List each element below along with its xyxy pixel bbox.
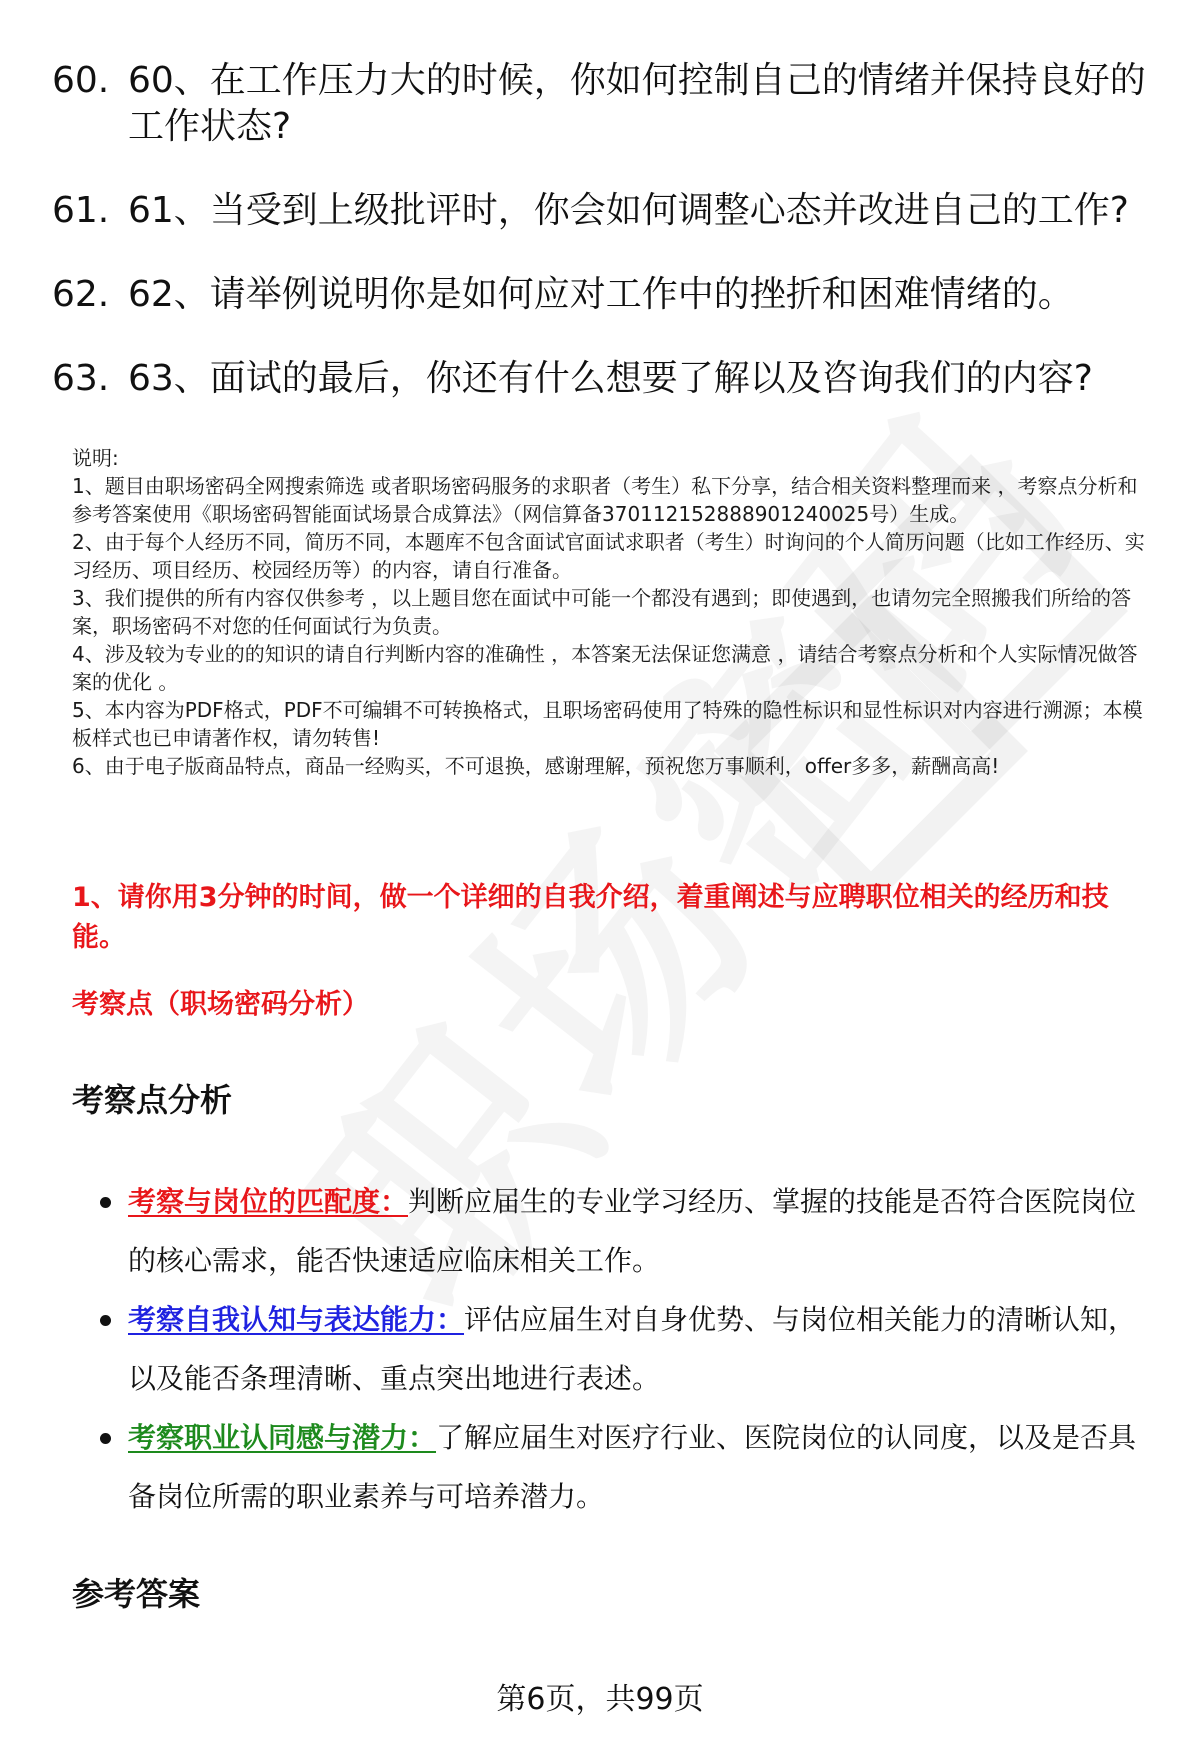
note-item: 5、本内容为PDF格式，PDF不可编辑不可转换格式，且职场密码使用了特殊的隐性标识和显性标识对内容进行溯源；本模板样式也已申请著作权，请勿转售! <box>72 698 1143 750</box>
analysis-heading: 考察点分析 <box>72 1081 233 1119</box>
question-item <box>52 58 1172 150</box>
question-number: 63. <box>52 358 110 399</box>
analysis-point <box>96 1172 1156 1290</box>
note-item: 6、由于电子版商品特点，商品一经购买，不可退换，感谢理解，预祝您万事顺利，offer多多，薪酬高高! <box>72 754 1000 778</box>
analysis-points <box>96 1172 1156 1526</box>
note-item: 3、我们提供的所有内容仅供参考 ，以上题目您在面试中可能一个都没有遇到；即使遇到，也请勿完全照搬我们所给的答案，职场密码不对您的任何面试行为负责。 <box>72 586 1132 638</box>
note-item: 4、涉及较为专业的的知识的请自行判断内容的准确性 ，本答案无法保证您满意 ，请结合考察点分析和个人实际情况做答案的优化 。 <box>72 642 1138 694</box>
question-list <box>52 58 1172 440</box>
question-number: 61. <box>52 190 110 231</box>
analysis-point <box>96 1408 1156 1526</box>
question-item <box>52 188 1172 234</box>
bullet-icon <box>100 1315 111 1326</box>
question-text: 63、面试的最后，你还有什么想要了解以及咨询我们的内容? <box>128 358 1093 399</box>
note-item: 1、题目由职场密码全网搜索筛选 或者职场密码服务的求职者（考生）私下分享，结合相关资料整理而来 ，考察点分析和参考答案使用《职场密码智能面试场景合成算法》（网信算备370112152888901240025号）生成。 <box>72 474 1138 526</box>
bullet-icon <box>100 1433 111 1444</box>
analysis-label: 考察点（职场密码分析） <box>72 989 369 1020</box>
analysis-point-text: 判断应届生的专业学习经历、掌握的技能是否符合医院岗位的核心需求，能否快速适应临床相关工作。 <box>128 1185 1137 1277</box>
notes-section <box>72 444 1152 780</box>
analysis-point-text: 了解应届生对医疗行业、医院岗位的认同度，以及是否具备岗位所需的职业素养与可培养潜力。 <box>128 1421 1137 1513</box>
question-text: 62、请举例说明你是如何应对工作中的挫折和困难情绪的。 <box>128 274 1074 315</box>
analysis-point-text: 评估应届生对自身优势、与岗位相关能力的清晰认知，以及能否条理清晰、重点突出地进行表述。 <box>128 1303 1137 1395</box>
main-question: 1、请你用3分钟的时间，做一个详细的自我介绍，着重阐述与应聘职位相关的经历和技能。 <box>72 882 1109 953</box>
analysis-point-key: 考察职业认同感与潜力： <box>128 1421 437 1454</box>
question-item <box>52 272 1172 318</box>
analysis-point-key: 考察与岗位的匹配度： <box>128 1185 409 1218</box>
page-number: 第6页，共99页 <box>496 1682 704 1717</box>
note-item: 2、由于每个人经历不同，简历不同，本题库不包含面试官面试求职者（考生）时询问的个人简历问题（比如工作经历、实习经历、项目经历、校园经历等）的内容，请自行准备。 <box>72 530 1145 582</box>
question-number: 60. <box>52 60 110 101</box>
question-item <box>52 356 1172 402</box>
question-text: 61、当受到上级批评时，你会如何调整心态并改进自己的工作? <box>128 190 1129 231</box>
answer-heading: 参考答案 <box>72 1575 201 1613</box>
analysis-point-key: 考察自我认知与表达能力： <box>128 1303 465 1336</box>
analysis-point <box>96 1290 1156 1408</box>
bullet-icon <box>100 1197 111 1208</box>
question-text: 60、在工作压力大的时候，你如何控制自己的情绪并保持良好的工作状态? <box>128 60 1146 147</box>
notes-title: 说明: <box>72 446 119 470</box>
question-number: 62. <box>52 274 110 315</box>
